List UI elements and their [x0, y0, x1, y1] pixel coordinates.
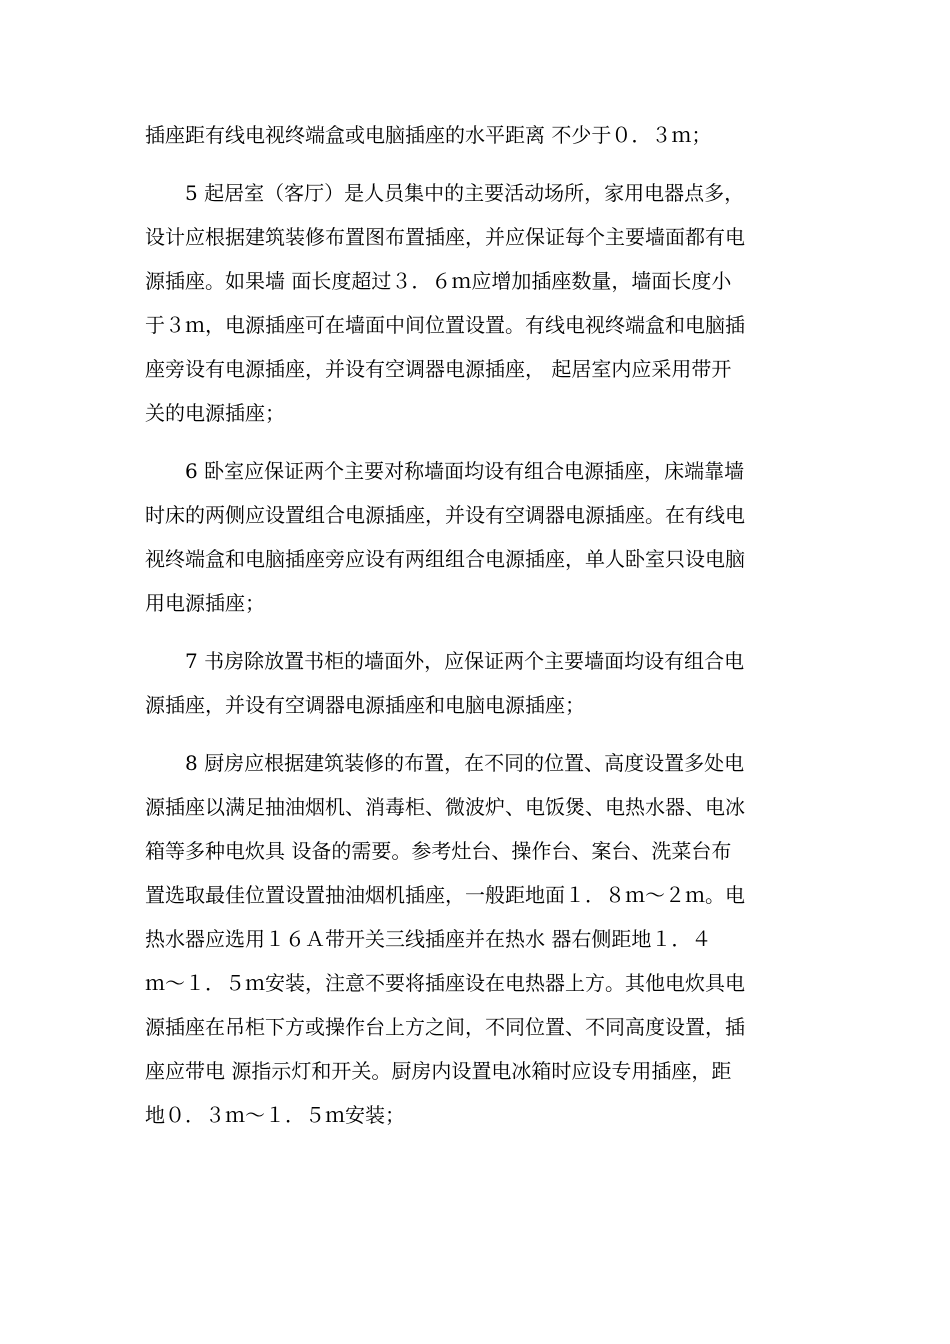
- text-line: 5 起居室（客厅）是人员集中的主要活动场所，家用电器点多，: [185, 181, 745, 205]
- text-line: 置选取最佳位置设置抽油烟机插座，一般距地面１．８ｍ～２ｍ。电: [145, 883, 745, 907]
- text-line: 7 书房除放置书柜的墙面外，应保证两个主要墙面均设有组合电: [185, 649, 745, 673]
- text-line: 箱等多种电炊具 设备的需要。参考灶台、操作台、案台、洗菜台布: [145, 839, 732, 863]
- paragraph-item-8: [145, 741, 813, 1137]
- text-line: 设计应根据建筑装修布置图布置插座，并应保证每个主要墙面都有电: [145, 225, 745, 249]
- text-line: 时床的两侧应设置组合电源插座，并设有空调器电源插座。在有线电: [145, 503, 745, 527]
- text-line: 源插座。如果墙 面长度超过３．６ｍ应增加插座数量，墙面长度小: [145, 269, 732, 293]
- text-line: 座旁设有电源插座，并设有空调器电源插座， 起居室内应采用带开: [145, 357, 732, 381]
- text-line: 6 卧室应保证两个主要对称墙面均设有组合电源插座，床端靠墙: [185, 459, 745, 483]
- paragraph-item-6: [145, 449, 813, 625]
- paragraph-item-5: [145, 171, 813, 435]
- text-line: 用电源插座；: [145, 591, 265, 615]
- text-line: 地０．３ｍ～１．５ｍ安装；: [145, 1103, 405, 1127]
- text-line: 源插座在吊柜下方或操作台上方之间，不同位置、不同高度设置，插: [145, 1015, 745, 1039]
- text-line: 热水器应选用１６Ａ带开关三线插座并在热水 器右侧距地１．４: [145, 927, 712, 951]
- text-line: 源插座以满足抽油烟机、消毒柜、微波炉、电饭煲、电热水器、电冰: [145, 795, 745, 819]
- text-line: ｍ～１．５ｍ安装，注意不要将插座设在电热器上方。其他电炊具电: [145, 971, 745, 995]
- text-line: 源插座，并设有空调器电源插座和电脑电源插座；: [145, 693, 585, 717]
- text-line: 8 厨房应根据建筑装修的布置，在不同的位置、高度设置多处电: [185, 751, 745, 775]
- text-line: 视终端盒和电脑插座旁应设有两组组合电源插座，单人卧室只设电脑: [145, 547, 745, 571]
- text-line: 座应带电 源指示灯和开关。厨房内设置电冰箱时应设专用插座，距: [145, 1059, 732, 1083]
- text-line: 于３ｍ，电源插座可在墙面中间位置设置。有线电视终端盒和电脑插: [145, 313, 745, 337]
- paragraph-continuation: [145, 113, 813, 157]
- text-line: 关的电源插座；: [145, 401, 285, 425]
- document-body: [145, 113, 813, 1151]
- paragraph-item-7: [145, 639, 813, 727]
- text-line: 插座距有线电视终端盒或电脑插座的水平距离 不少于０．３ｍ；: [145, 123, 712, 147]
